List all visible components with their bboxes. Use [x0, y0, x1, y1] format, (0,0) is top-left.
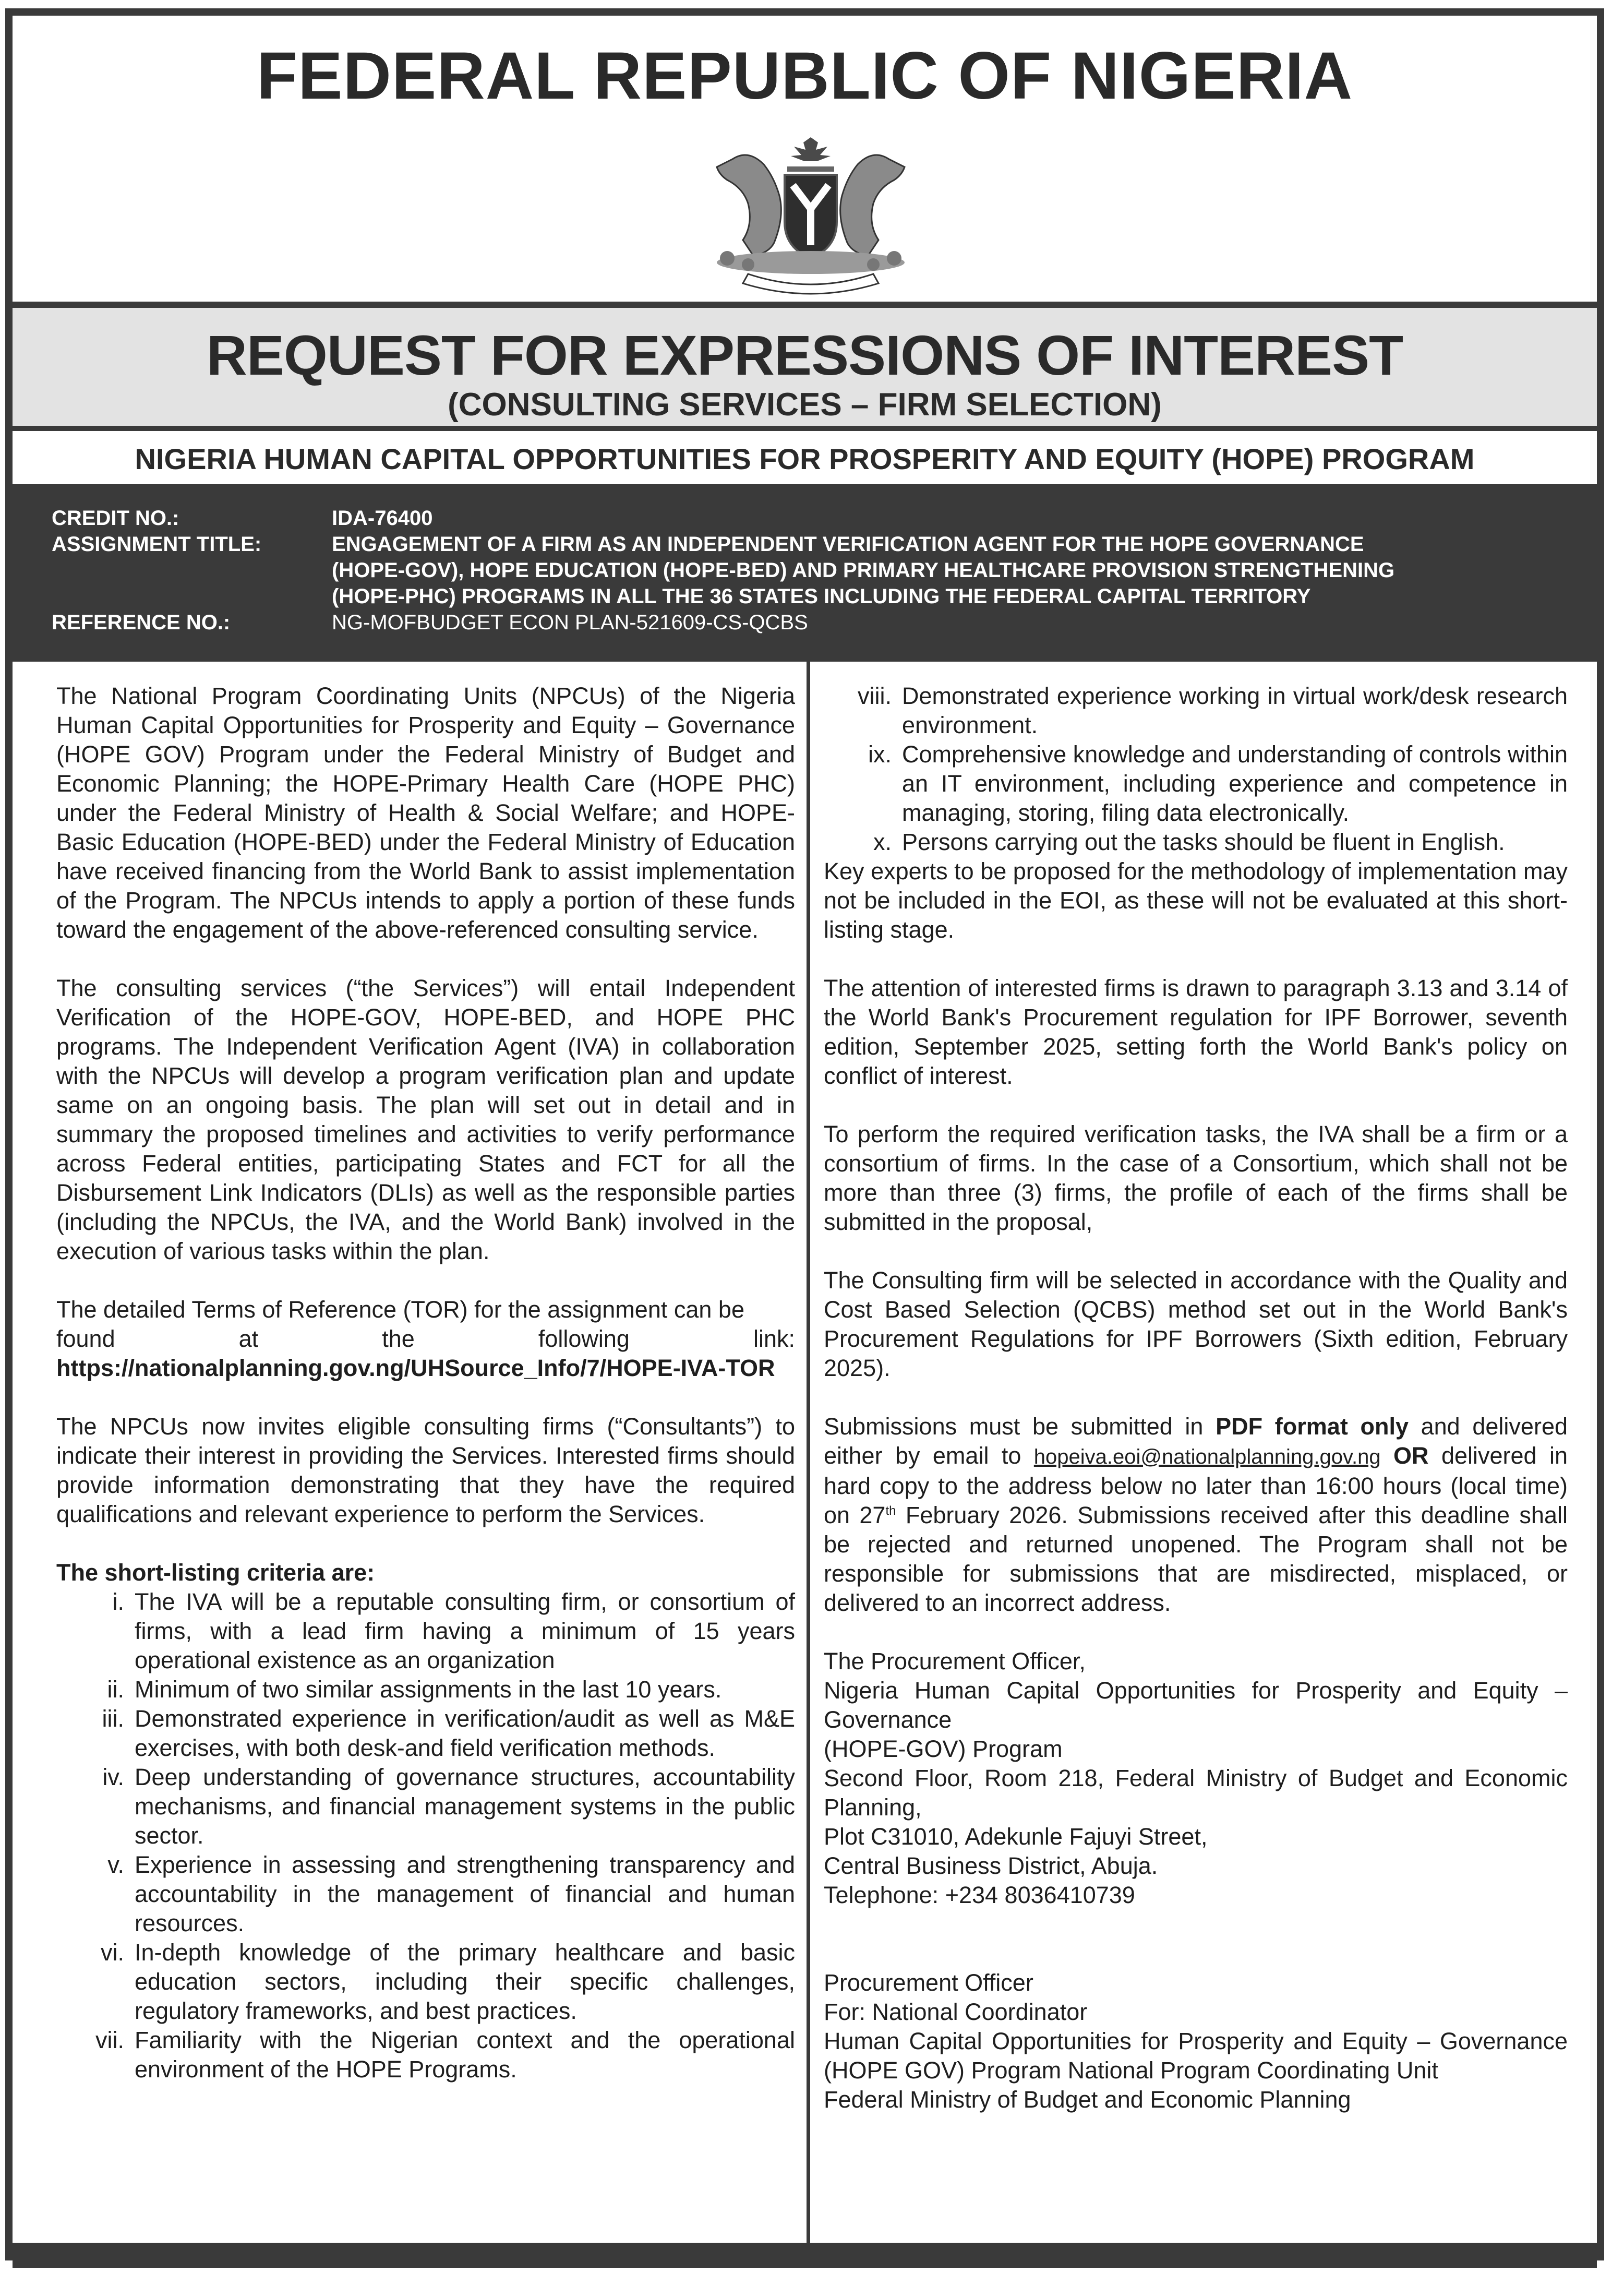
assignment-label: ASSIGNMENT TITLE:	[52, 533, 262, 556]
list-item-number: v.	[107, 1851, 124, 1878]
right-column	[824, 681, 1568, 2114]
program-title: NIGERIA HUMAN CAPITAL OPPORTUNITIES FOR PROSPERITY AND EQUITY (HOPE) PROGRAM	[135, 442, 1475, 475]
address-line: The Procurement Officer,	[824, 1648, 1086, 1674]
list-item-text: Persons carrying out the tasks should be fluent in English.	[902, 829, 1505, 855]
address-line: Central Business District, Abuja.	[824, 1852, 1158, 1879]
submission-text-a: Submissions must be submitted in	[824, 1413, 1216, 1440]
criteria-heading-colon: :	[367, 1559, 375, 1586]
list-item	[824, 740, 1568, 828]
submission-text-d: delivered in hard copy to the address below no later than 16:00 hours (local time) on 27	[824, 1442, 1568, 1528]
list-item-text: Demonstrated experience working in virtual work/desk research environment.	[902, 683, 1568, 738]
signoff-line: Federal Ministry of Budget and Economic Planning	[824, 2086, 1351, 2113]
list-item-number: vi.	[101, 1939, 124, 1966]
left-column	[56, 681, 795, 2084]
signoff-line: For: National Coordinator	[824, 1999, 1088, 2025]
list-item	[56, 1763, 795, 1850]
submission-text-e: February 2026. Submissions received after this deadline shall be rejected and returned unopened. The Program shall not be responsible for submissions that are misdirected, misplaced, or delivered to an incorrect address.	[824, 1502, 1568, 1616]
list-item	[56, 1850, 795, 1938]
or-text: OR	[1393, 1442, 1429, 1469]
key-experts-paragraph: Key experts to be proposed for the methodology of implementation may not be included in the EOI, as these will not be evaluated at this short-listing stage.	[824, 858, 1568, 943]
criteria-list-continued	[824, 681, 1568, 857]
list-item	[824, 828, 1568, 857]
list-item-number: iii.	[102, 1705, 124, 1732]
services-paragraph: The consulting services (“the Services”) will entail Independent Verification of the HOPE-GOV, HOPE-BED, and HOPE PHC programs. The Independent Verification Agent (IVA) in collaboration with the NPCUs will develop a program verification plan and update same on an ongoing basis. The plan will set out in detail and in summary the proposed timelines and activities to verify performance across Federal entities, participating States and FCT for all the Disbursement Link Indicators (DLIs) as well as the responsible parties (including the NPCUs, the IVA, and the World Bank) involved in the execution of various tasks within the plan.	[56, 975, 795, 1264]
list-item	[56, 1938, 795, 2026]
reference-value: NG-MOFBUDGET ECON PLAN-521609-CS-QCBS	[332, 611, 808, 634]
reference-label: REFERENCE NO.:	[52, 611, 231, 634]
address-line: Second Floor, Room 218, Federal Ministry of Budget and Economic Planning,	[824, 1765, 1568, 1821]
tor-line-1: The detailed Terms of Reference (TOR) for the assignment can be	[56, 1296, 744, 1323]
tor-line-2: found at the following link:	[56, 1325, 795, 1352]
list-item-number: x.	[873, 829, 892, 855]
body-columns	[13, 662, 1597, 2243]
invitation-paragraph: The NPCUs now invites eligible consulting firms (“Consultants”) to indicate their interest in providing the Services. Interested firms should provide information demonstrating that they have the required qualifications and relevant experience to perform the Services.	[56, 1413, 795, 1527]
credit-label: CREDIT NO.:	[52, 507, 179, 530]
list-item	[824, 681, 1568, 740]
consortium-paragraph: To perform the required verification tasks, the IVA shall be a firm or a consortium of firms. In the case of a Consortium, which shall not be more than three (3) firms, the profile of each of the firms shall be submitted in the proposal,	[824, 1121, 1568, 1235]
list-item-number: vii.	[95, 2027, 124, 2053]
pdf-format-text: PDF format only	[1216, 1413, 1409, 1440]
list-item-text: Demonstrated experience in verification/audit as well as M&E exercises, with both desk-and field verification methods.	[135, 1705, 795, 1761]
submission-email-link[interactable]: hopeiva.eoi@nationalplanning.gov.ng	[1033, 1445, 1381, 1468]
ordinal-suffix: th	[885, 1504, 896, 1518]
criteria-list	[56, 1587, 795, 2084]
address-line: Telephone: +234 8036410739	[824, 1882, 1135, 1908]
bottom-bar	[13, 2243, 1597, 2268]
signoff-block	[824, 1968, 1568, 2114]
rfe-title: REQUEST FOR EXPRESSIONS OF INTEREST	[206, 324, 1403, 387]
list-item-number: i.	[112, 1588, 124, 1615]
assignment-line-2: (HOPE-GOV), HOPE EDUCATION (HOPE-BED) AND PRIMARY HEALTHCARE PROVISION STRENGTHENING	[332, 559, 1395, 582]
list-item-text: Deep understanding of governance structures, accountability mechanisms, and financial management systems in the public sector.	[135, 1764, 795, 1849]
assignment-details	[13, 484, 1597, 662]
list-item-number: ix.	[868, 741, 892, 768]
criteria-heading	[56, 1558, 795, 1587]
country-title: FEDERAL REPUBLIC OF NIGERIA	[256, 39, 1353, 113]
list-item-text: Minimum of two similar assignments in the last 10 years.	[135, 1676, 722, 1703]
address-line: Nigeria Human Capital Opportunities for Prosperity and Equity – Governance	[824, 1677, 1568, 1733]
procurement-address	[824, 1647, 1568, 1910]
advert-frame	[5, 8, 1604, 2260]
coat-of-arms-icon	[691, 128, 931, 295]
rfe-subtitle: (CONSULTING SERVICES – FIRM SELECTION)	[448, 387, 1162, 423]
submission-paragraph	[824, 1412, 1568, 1618]
list-item-text: Comprehensive knowledge and understanding of controls within an IT environment, including experience and competence in managing, storing, filing data electronically.	[902, 741, 1568, 826]
list-item	[56, 1587, 795, 1675]
list-item	[56, 1704, 795, 1763]
intro-paragraph: The National Program Coordinating Units (NPCUs) of the Nigeria Human Capital Opportunities for Prosperity and Equity – Governance (HOPE GOV) Program under the Federal Ministry of Budget and Economic Planning; the HOPE-Primary Health Care (HOPE PHC) under the Federal Ministry of Health & Social Welfare; and HOPE-Basic Education (HOPE-BED) under the Federal Ministry of Education have received financing from the World Bank to assist implementation of the Program. The NPCUs intends to apply a portion of these funds toward the engagement of the above-referenced consulting service.	[56, 683, 795, 943]
submission-text-c: and delivered either by email to	[824, 1413, 1568, 1469]
list-item-number: iv.	[102, 1764, 124, 1790]
assignment-line-3: (HOPE-PHC) PROGRAMS IN ALL THE 36 STATES INCLUDING THE FEDERAL CAPITAL TERRITORY	[332, 585, 1311, 608]
title-band	[13, 302, 1597, 431]
list-item-number: ii.	[107, 1676, 124, 1703]
tor-link[interactable]: https://nationalplanning.gov.ng/UHSource_Info/7/HOPE-IVA-TOR	[56, 1355, 775, 1381]
assignment-line-1: ENGAGEMENT OF A FIRM AS AN INDEPENDENT VERIFICATION AGENT FOR THE HOPE GOVERNANCE	[332, 533, 1364, 556]
criteria-heading-text: The short-listing criteria are	[56, 1559, 367, 1586]
list-item-text: Experience in assessing and strengthening transparency and accountability in the management of financial and human resources.	[135, 1851, 795, 1936]
tor-paragraph	[56, 1295, 795, 1383]
top-header	[13, 16, 1597, 300]
list-item-text: Familiarity with the Nigerian context and the operational environment of the HOPE Programs.	[135, 2027, 795, 2083]
list-item	[56, 1675, 795, 1704]
list-item-number: viii.	[858, 683, 892, 709]
list-item	[56, 2026, 795, 2084]
list-item-text: The IVA will be a reputable consulting firm, or consortium of firms, with a lead firm having a minimum of 15 years operational existence as an organization	[135, 1588, 795, 1673]
selection-method-paragraph: The Consulting firm will be selected in accordance with the Quality and Cost Based Selection (QCBS) method set out in the World Bank's Procurement Regulations for IPF Borrowers (Sixth edition, February 2025).	[824, 1267, 1568, 1381]
list-item-text: In-depth knowledge of the primary healthcare and basic education sectors, including their specific challenges, regulatory frameworks, and best practices.	[135, 1939, 795, 2024]
conflict-of-interest-paragraph: The attention of interested firms is drawn to paragraph 3.13 and 3.14 of the World Bank's Procurement regulation for IPF Borrower, seventh edition, September 2025, setting forth the World Bank's policy on conflict of interest.	[824, 975, 1568, 1089]
credit-value: IDA-76400	[332, 507, 433, 530]
address-line: (HOPE-GOV) Program	[824, 1736, 1063, 1762]
signoff-line: Human Capital Opportunities for Prosperity and Equity – Governance (HOPE GOV) Program National Program Coordinating Unit	[824, 2028, 1568, 2084]
address-line: Plot C31010, Adekunle Fajuyi Street,	[824, 1823, 1208, 1850]
signoff-line: Procurement Officer	[824, 1969, 1033, 1996]
column-divider	[807, 662, 810, 2243]
